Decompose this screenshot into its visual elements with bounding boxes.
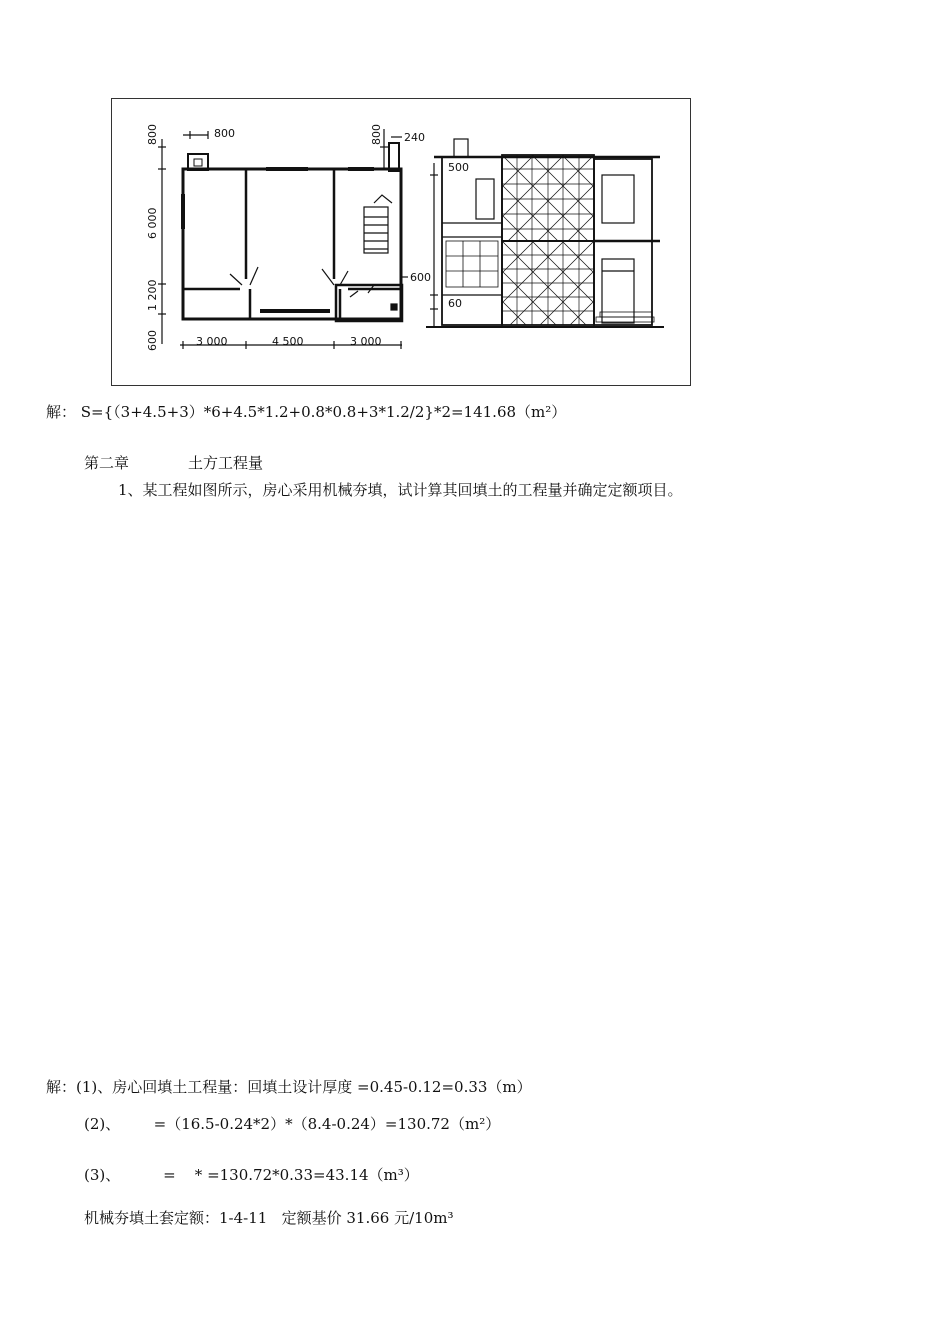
dim-left-1200: 1 200 [146,279,159,311]
question-text: 1、某工程如图所示，房心采用机械夯填，试计算其回填土的工程量并确定定额项目。 [118,481,683,499]
dim-bottom-3000-left: 3 000 [196,335,228,348]
dim-elev-500: 500 [448,161,469,174]
dim-left-800: 800 [146,124,159,145]
answer-line-2: (2)、 =（16.5-0.24*2）*（8.4-0.24）=130.72（m²） [84,1115,501,1133]
floor-plan-and-elevation [112,99,692,387]
answer-line-1: 解：(1)、房心回填土工程量：回填土设计厚度 =0.45-0.12=0.33（m） [46,1078,532,1096]
answer-line-3: (3)、 = * =130.72*0.33=43.14（m³） [84,1166,419,1184]
dim-bottom-3000-right: 3 000 [350,335,382,348]
dim-top-right-800: 800 [370,124,383,145]
dim-top-240: 240 [404,131,425,144]
dim-left-600: 600 [146,330,159,351]
drawing-figure [111,98,691,386]
dim-top-800: 800 [214,127,235,140]
dim-right-600: 600 [410,271,431,284]
chapter-number: 第二章 [84,454,130,472]
dim-elev-60: 60 [448,297,462,310]
answer-line-4: 机械夯填土套定额：1-4-11 定额基价 31.66 元/10m³ [84,1209,454,1227]
chapter-title: 土方工程量 [188,454,264,472]
solution-1: 解： S={（3+4.5+3）*6+4.5*1.2+0.8*0.8+3*1.2/2}*2=141.68（m²） [46,403,567,421]
dim-bottom-4500: 4 500 [272,335,304,348]
plan-outer-wall [183,169,401,319]
dim-left-6000: 6 000 [146,207,159,239]
